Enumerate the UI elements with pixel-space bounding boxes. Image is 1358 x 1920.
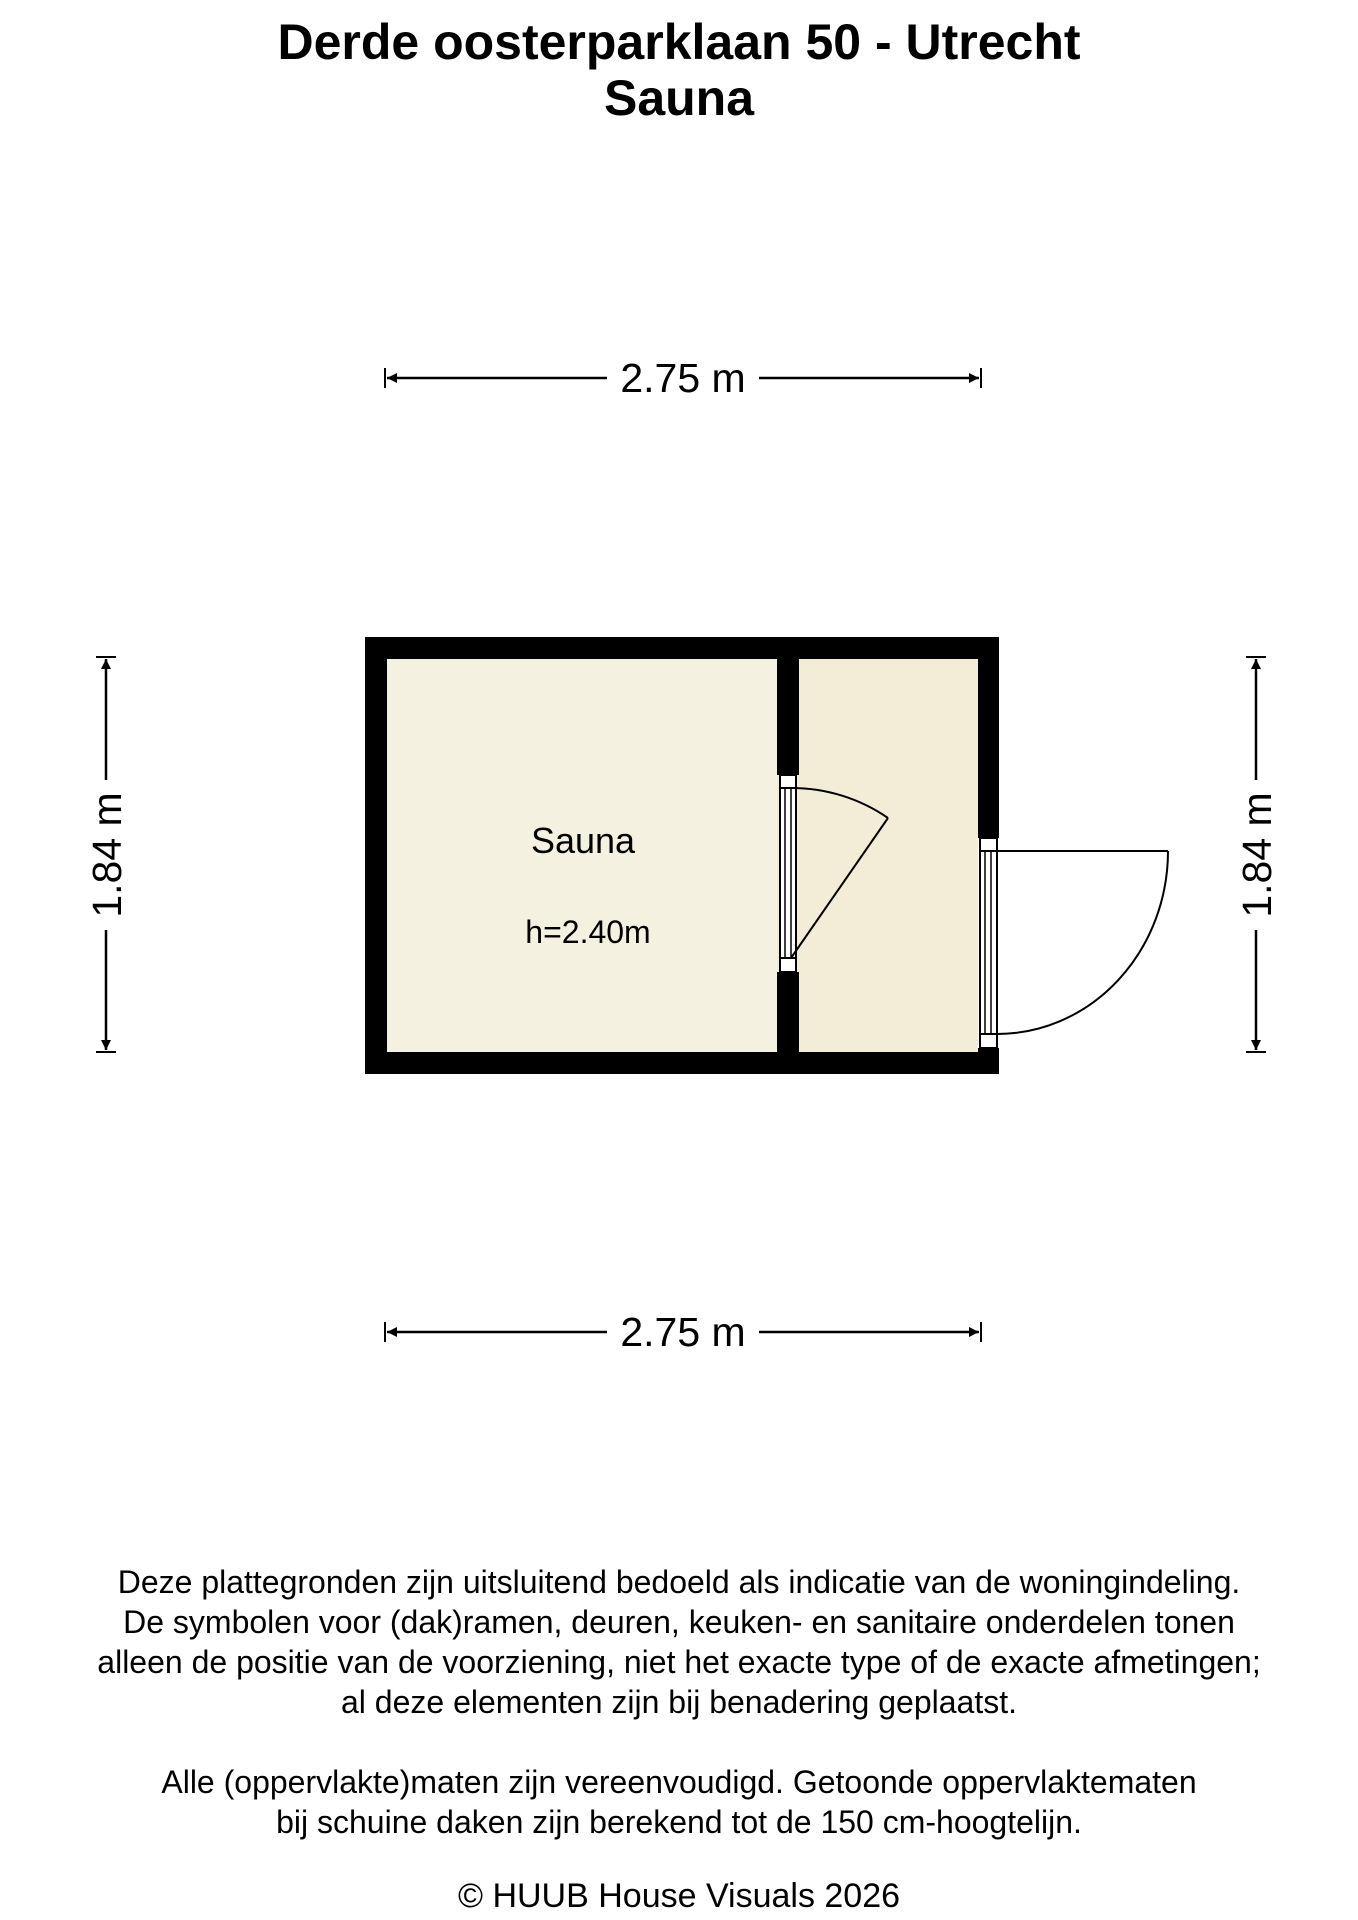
dimension-bottom-width: [385, 1309, 981, 1355]
exterior-door-jamb: [980, 838, 997, 851]
floor-title: Sauna: [603, 70, 755, 126]
disclaimer-line: al deze elementen zijn bij benadering geplaatst.: [340, 1684, 1017, 1720]
room-label-sauna: Sauna: [530, 820, 636, 861]
disclaimer-line: De symbolen voor (dak)ramen, deuren, keuken- en sanitaire onderdelen tonen: [123, 1604, 1235, 1640]
exterior-door-swing: [997, 851, 1168, 1034]
dimension-top-width: [385, 355, 981, 401]
disclaimer-line: Deze plattegronden zijn uitsluitend bedoeld als indicatie van de woningindeling.: [117, 1564, 1241, 1600]
room-height-sauna: h=2.40m: [525, 914, 651, 950]
dimension-label-right: 1.84 m: [1234, 792, 1280, 918]
dimension-label-top: 2.75 m: [620, 355, 746, 401]
changing-area-floor: [799, 659, 978, 1052]
disclaimer-paragraph-2: [20, 1762, 1338, 1842]
disclaimer-line: bij schuine daken zijn berekend tot de 150 cm-hoogtelijn.: [276, 1804, 1082, 1840]
interior-door-frame: [780, 775, 796, 972]
disclaimer-line: alleen de positie van de voorziening, niet het exacte type of de exacte afmetingen;: [97, 1644, 1261, 1680]
dimension-label-left: 1.84 m: [84, 792, 130, 918]
building-outline: [365, 637, 1168, 1074]
exterior-door-jamb: [980, 1034, 997, 1048]
dimension-left-height: [84, 657, 130, 1052]
address-title: Derde oosterparklaan 50 - Utrecht: [277, 14, 1081, 70]
interior-door-jamb: [780, 775, 796, 788]
dimension-right-height: [1234, 657, 1280, 1052]
exterior-door-frame: [980, 838, 997, 1048]
copyright-notice: © HUUB House Visuals 2026: [457, 1877, 901, 1915]
dimension-label-bottom: 2.75 m: [620, 1309, 746, 1355]
disclaimer-line: Alle (oppervlakte)maten zijn vereenvoudigd. Getoonde oppervlaktematen: [161, 1764, 1197, 1800]
interior-door-jamb: [780, 958, 796, 972]
disclaimer-paragraph-1: [20, 1562, 1338, 1722]
